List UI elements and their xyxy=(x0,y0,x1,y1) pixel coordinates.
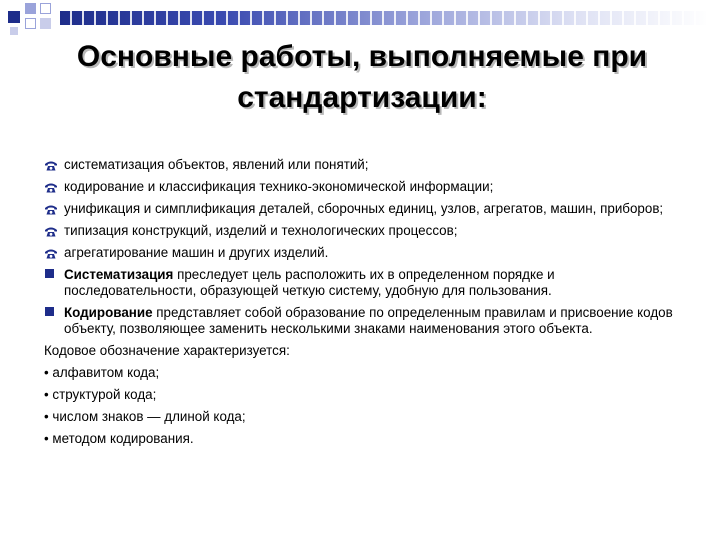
square-bullet-icon xyxy=(45,269,54,278)
slide-title: Основные работы, выполняемые при стандартизации: xyxy=(76,40,648,114)
decor-square xyxy=(10,27,18,35)
code-point: • алфавитом кода; xyxy=(44,365,160,380)
definition-item xyxy=(44,267,684,299)
telephone-icon xyxy=(44,202,58,216)
decor-square xyxy=(8,11,20,23)
decor-square xyxy=(40,3,51,14)
telephone-icon xyxy=(44,224,58,238)
code-intro: Кодовое обозначение характеризуется: xyxy=(44,343,290,358)
header-stripe-lines xyxy=(60,11,710,25)
telephone-icon xyxy=(44,246,58,260)
definition-list xyxy=(44,267,684,337)
definition-text: представляет собой образование по определенным правилам и присвоение кодов объекту, позволяющее заменить несколькими знаками наименования этого объекта. xyxy=(64,305,673,336)
slide-content xyxy=(44,157,684,453)
decor-square xyxy=(25,3,36,14)
list-item xyxy=(44,157,684,173)
definition-term: Кодирование xyxy=(64,305,153,320)
phone-bullet-list xyxy=(44,157,684,261)
list-item-text: агрегатирование машин и других изделий. xyxy=(64,245,329,260)
decor-square xyxy=(25,18,36,29)
telephone-icon xyxy=(44,158,58,172)
definition-text: преследует цель расположить их в определенном порядке и последовательности, образующей четкую систему, удобную для пользования. xyxy=(64,267,555,298)
definition-item xyxy=(44,305,684,337)
list-item-text: систематизация объектов, явлений или понятий; xyxy=(64,157,369,172)
telephone-icon xyxy=(44,180,58,194)
decor-square xyxy=(40,18,51,29)
list-item xyxy=(44,201,684,217)
definition-term: Систематизация xyxy=(64,267,174,282)
list-item-text: кодирование и классификация технико-экономической информации; xyxy=(64,179,494,194)
list-item-text: унификация и симплификация деталей, сборочных единиц, узлов, агрегатов, машин, приборов; xyxy=(64,201,664,216)
square-bullet-icon xyxy=(45,307,54,316)
list-item xyxy=(44,179,684,195)
list-item xyxy=(44,245,684,261)
code-point: • числом знаков — длиной кода; xyxy=(44,409,246,424)
code-point: • методом кодирования. xyxy=(44,431,194,446)
code-point: • структурой кода; xyxy=(44,387,157,402)
code-points-list xyxy=(44,365,684,447)
list-item xyxy=(44,223,684,239)
list-item-text: типизация конструкций, изделий и технологических процессов; xyxy=(64,223,458,238)
